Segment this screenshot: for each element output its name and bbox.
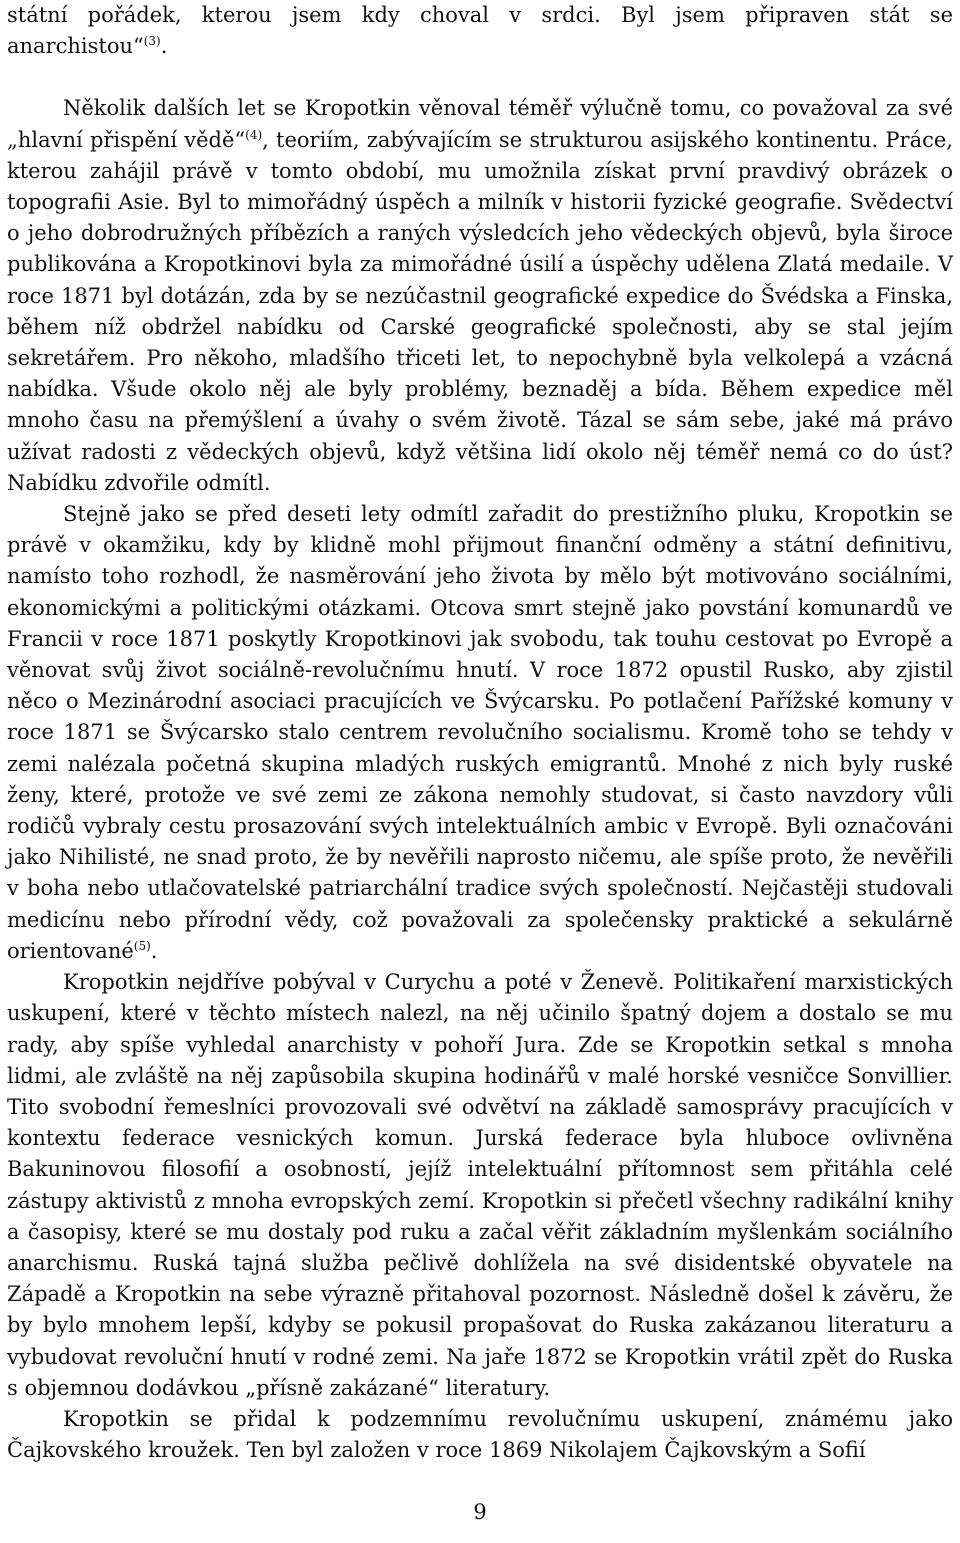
footnote-ref-3: (3): [143, 34, 161, 49]
page-number: 9: [473, 1500, 487, 1524]
footnote-ref-5: (5): [133, 938, 151, 953]
paragraph-4: [7, 967, 953, 1404]
paragraph-1-end: .: [160, 34, 168, 59]
paragraph-3: [7, 499, 953, 967]
paragraph-4-text: Kropotkin nejdříve pobýval v Curychu a poté v Ženevě. Politikaření marxistických uskupení, které v těchto místech nalezl, na něj učinilo špatný dojem a dostalo se mu rady, aby spíše vyhledal anarchisty v pohoří Jura. Zde se Kropotkin setkal s mnoha lidmi, ale zvláště na něj zapůsobila skupina hodinářů v malé horské vesničce Sonvillier. Tito svobodní řemeslníci provozovali své odvětví na základě samosprávy pracujících v kontextu federace vesnických komun. Jurská federace byla hluboce ovlivněna Bakuninovou filosofií a osobností, jejíž intelektuální přítomnost sem přitáhla celé zástupy aktivistů z mnoha evropských zemí. Kropotkin si přečetl všechny radikální knihy a časopisy, které se mu dostaly pod ruku a začal věřit základním myšlenkám sociálního anarchismu. Ruská tajná služba pečlivě dohlížela na své disidentské obyvatele na Západě a Kropotkin na sebe výrazně přitahoval pozornost. Následně došel k závěru, že by bylo mnohem lepší, kdyby se pokusil propašovat do Ruska zakázanou literaturu a vybudovat revoluční hnutí v rodné zemi. Na jaře 1872 se Kropotkin vrátil zpět do Ruska s objemnou dodávkou „přísně zakázané“ literatury.: [7, 970, 953, 1400]
paragraph-1-text: státní pořádek, kterou jsem kdy choval v srdci. Byl jsem připraven stát se anarchistou“: [7, 3, 953, 59]
paragraph-1: [7, 0, 953, 62]
paragraph-2-text: Několik dalších let se Kropotkin věnoval téměř výlučně tomu, co považoval za své „hlavní přispění vědě“: [7, 96, 953, 152]
paragraph-2: [7, 93, 953, 499]
document-page: [7, 0, 953, 1466]
paragraph-5: [7, 1404, 953, 1466]
paragraph-2-rest: , teoriím, zabývajícím se strukturou asijského kontinentu. Práce, kterou zahájil právě v tomto období, mu umožnila získat první pravdivý obrázek o topografii Asie. Byl to mimořádný úspěch a milník v historii fyzické geografie. Svědectví o jeho dobrodružných příbězích a raných výsledcích jeho vědeckých objevů, byla široce publikována a Kropotkinovi byla za mimořádné úsilí a úspěchy udělena Zlatá medaile. V roce 1871 byl dotázán, zda by se nezúčastnil geografické expedice do Švédska a Finska, během níž obdržel nabídku od Carské geografické společnosti, aby se stal jejím sekretářem. Pro někoho, mladšího třiceti let, to nepochybně byla velkolepá a vzácná nabídka. Všude okolo něj ale byly problémy, beznaděj a bída. Během expedice měl mnoho času na přemýšlení a úvahy o svém životě. Tázal se sám sebe, jaké má právo užívat radosti z vědeckých objevů, když většina lidí okolo něj téměř nemá co do úst? Nabídku zdvořile odmítl.: [7, 127, 953, 495]
paragraph-5-text: Kropotkin se přidal k podzemnímu revolučnímu uskupení, známému jako Čajkovského kroužek. Ten byl založen v roce 1869 Nikolajem Čajkovským a Sofií: [7, 1406, 953, 1463]
paragraph-3-end: .: [150, 938, 158, 963]
paragraph-3-text: Stejně jako se před deseti lety odmítl zařadit do prestižního pluku, Kropotkin se právě v okamžiku, kdy by klidně mohl přijmout finanční odměny a státní definitivu, namísto toho rozhodl, že nasměrování jeho života by mělo být motivováno sociálními, ekonomickými a politickými otázkami. Otcova smrt stejně jako povstání komunardů ve Francii v roce 1871 poskytly Kropotkinovi jak svobodu, tak touhu cestovat po Evropě a věnovat svůj život sociálně-revolučnímu hnutí. V roce 1872 opustil Rusko, aby zjistil něco o Mezinárodní asociaci pracujících ve Švýcarsku. Po potlačení Pařížské komuny v roce 1871 se Švýcarsko stalo centrem revolučního socialismu. Kromě toho se tehdy v zemi nalézala početná skupina mladých ruských emigrantů. Mnohé z nich byly ruské ženy, které, protože ve své zemi ze zákona nemohly studovat, si často navzdory vůli rodičů vybraly cestu prosazování svých intelektuálních ambic v Evropě. Byli označováni jako Nihilisté, ne snad proto, že by nevěřili naprosto ničemu, ale spíše proto, že nevěřili v boha nebo utlačovatelské patriarchální tradice svých společností. Nejčastěji studovali medicínu nebo přírodní vědy, což považovali za společensky praktické a sekulárně orientované: [7, 502, 953, 963]
footnote-ref-4: (4): [245, 127, 263, 142]
